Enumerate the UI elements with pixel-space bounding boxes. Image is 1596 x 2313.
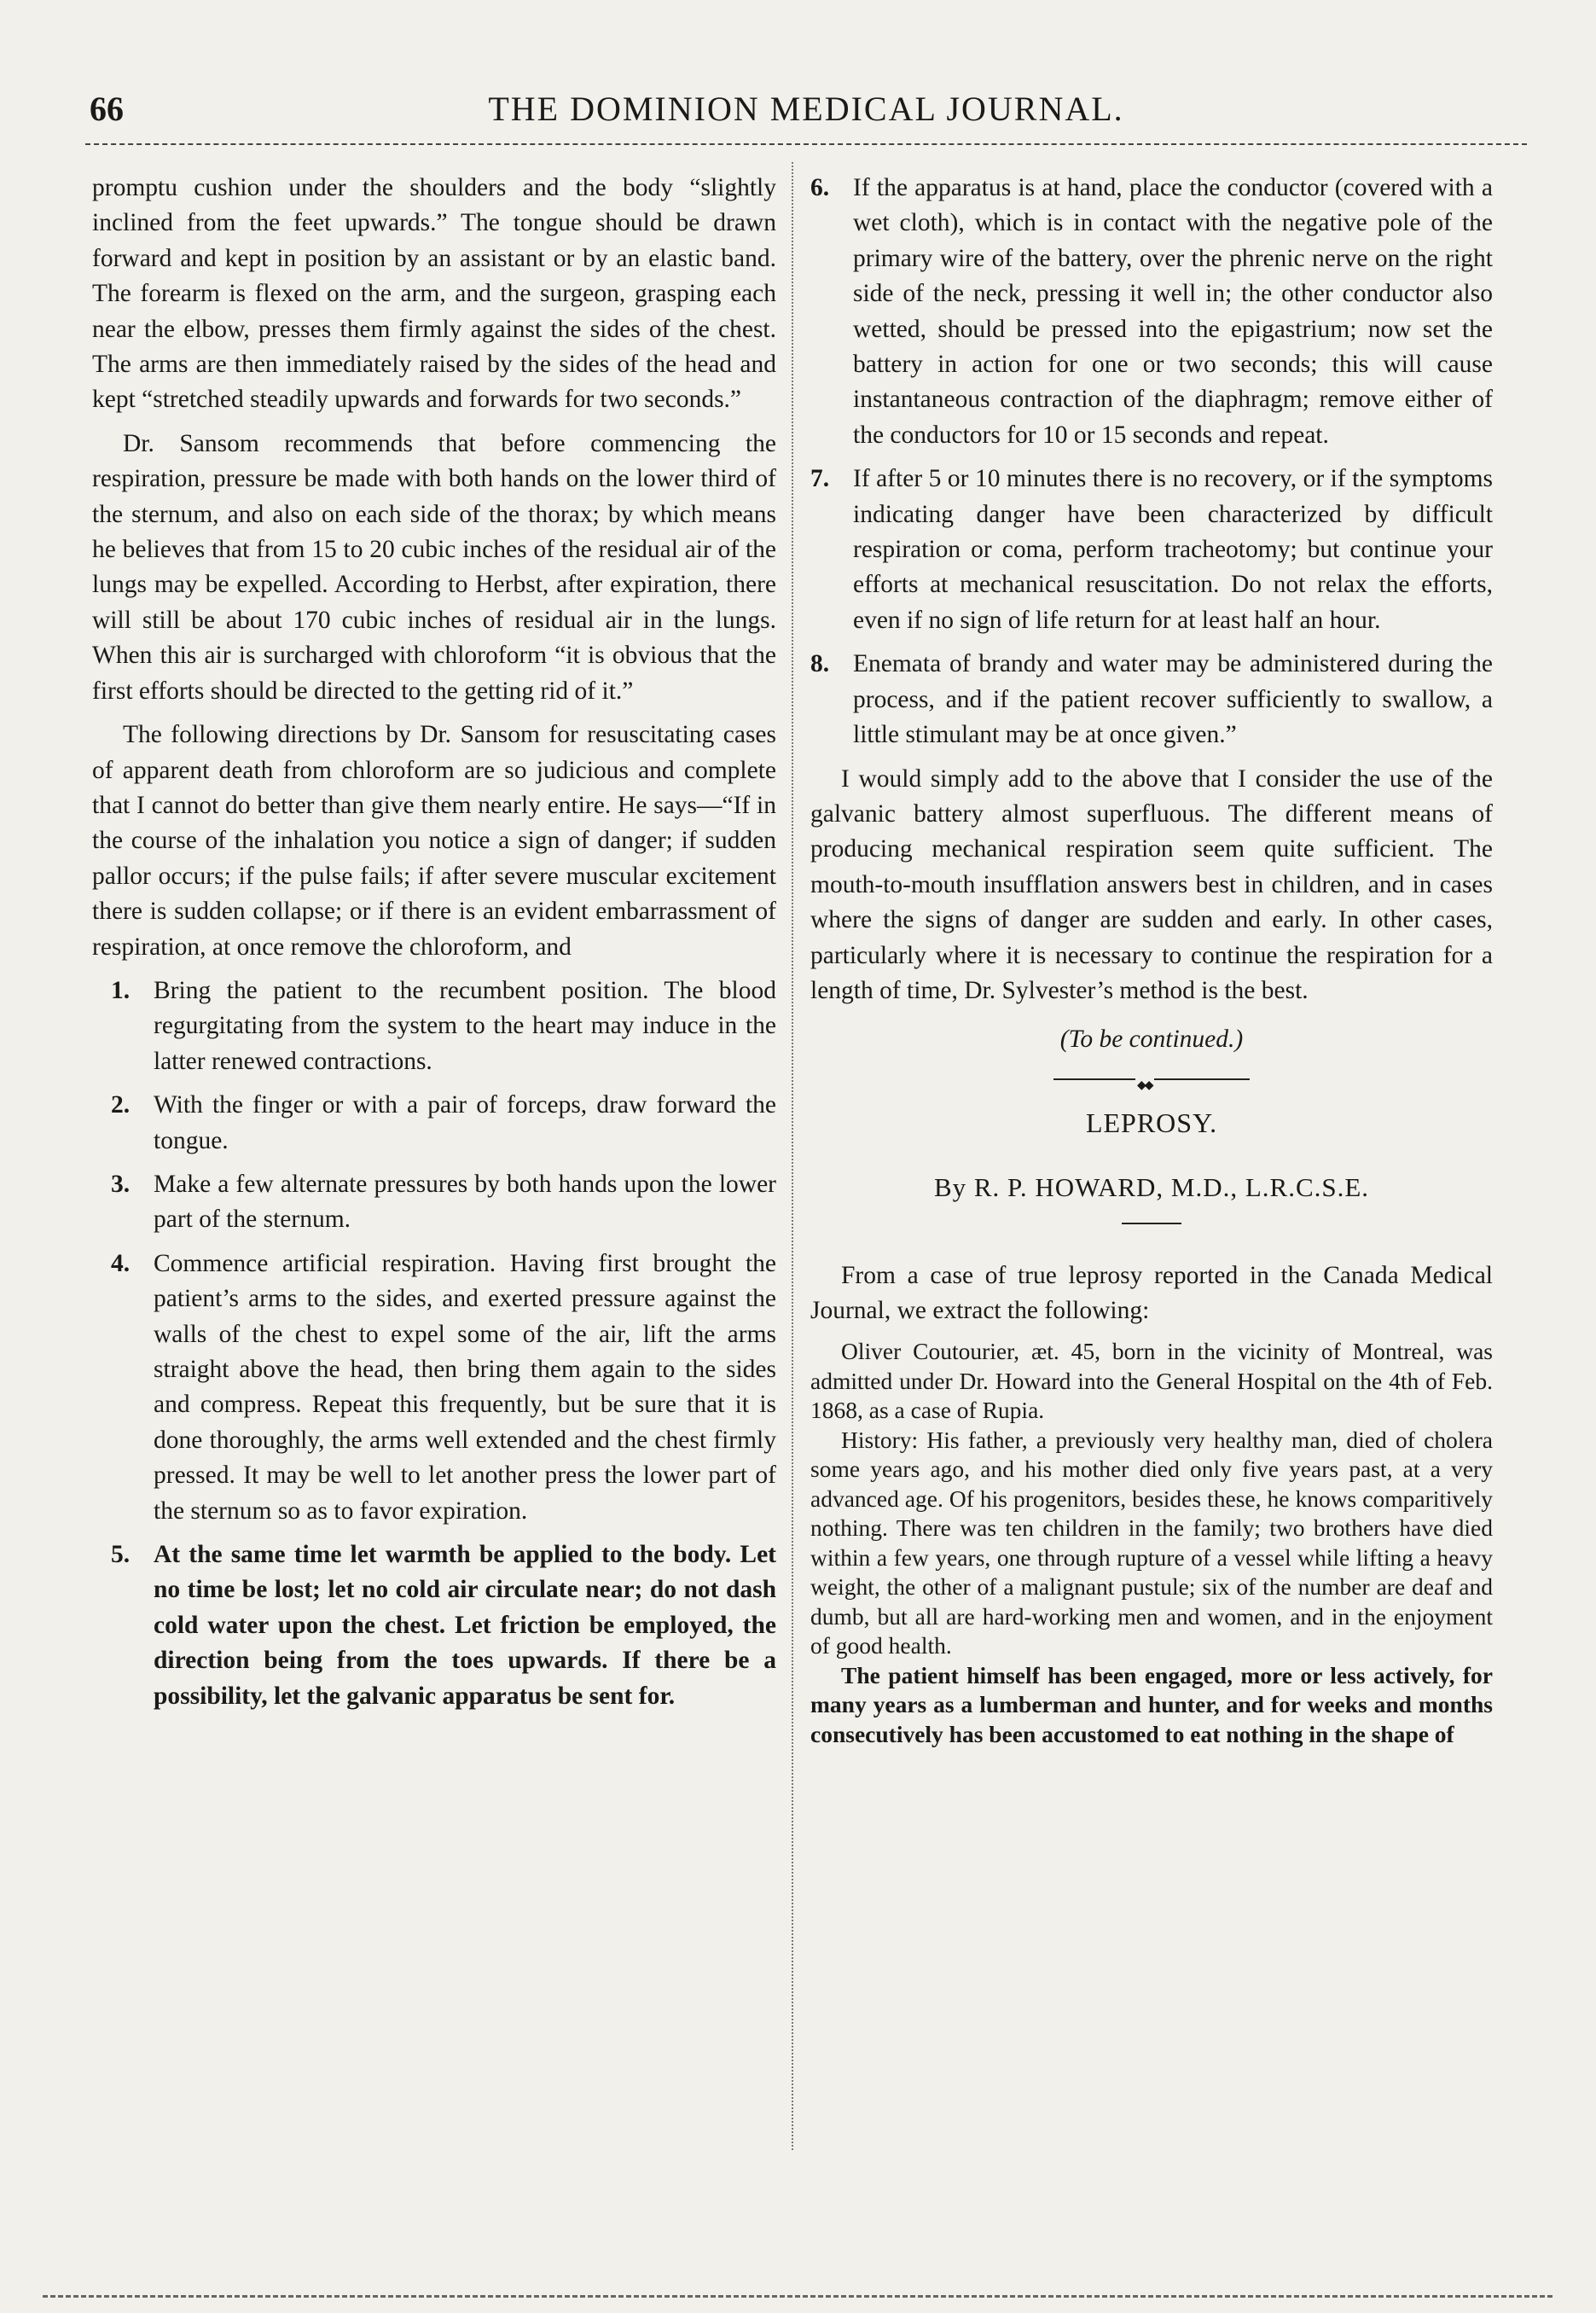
numbered-list <box>810 171 1493 753</box>
page-header <box>85 85 1527 137</box>
ornamental-rule <box>1053 1078 1250 1080</box>
list-item <box>111 1167 776 1238</box>
item-number: 5. <box>111 1541 131 1569</box>
paragraph: promptu cushion under the shoulders and the body “slightly inclined from the feet upwards.” The tongue should be drawn forward and kept in position by an assistant or by an elastic band. The forearm is flexed on the arm, and the surgeon, grasping each near the elbow, presses them firmly against the sides of the chest. The arms are then immediately raised by the sides of the head and kept “stretched steadily upwards and forwards for two seconds.” <box>92 174 776 414</box>
section-title: LEPROSY. <box>1085 1107 1218 1138</box>
list-item <box>111 1247 776 1529</box>
item-text: If the apparatus is at hand, place the conductor (covered with a wet cloth), which is in contact with the negative pole of the primary wire of the battery, over the phrenic nerve on the right side of the neck, pressing it well in; the other conductor also wetted, should be pressed into the epigastrium; now set the battery in action for one or two seconds; this will cause instantaneous contraction of the diaphragm; remove either of the conductors for 10 or 15 seconds and repeat. <box>853 174 1493 449</box>
author-byline: By R. P. HOWARD, M.D., L.R.C.S.E. <box>933 1172 1370 1203</box>
list-item <box>111 1088 776 1159</box>
item-text: Bring the patient to the recumbent position. The blood regurgitating from the system to the heart may induce in the latter renewed contractions. <box>154 976 776 1075</box>
journal-title: THE DOMINION MEDICAL JOURNAL. <box>488 90 1124 128</box>
list-item <box>810 171 1493 453</box>
continued-note: (To be continued.) <box>1059 1026 1244 1054</box>
item-number: 8. <box>810 650 830 678</box>
item-text: If after 5 or 10 minutes there is no recovery, or if the symptoms indicating danger have been characterized by difficult respiration or coma, perform tracheotomy; but continue your efforts at mechanical resuscitation. Do not relax the efforts, even if no sign of life return for at least half an hour. <box>853 465 1493 634</box>
bottom-rule <box>43 2295 1552 2298</box>
item-number: 3. <box>111 1170 131 1198</box>
column-divider <box>792 162 793 2150</box>
paragraph: The following directions by Dr. Sansom for resuscitating cases of apparent death from chloroform are so judicious and complete that I cannot do better than give them nearly entire. He says—“If in the course of the inhalation you notice a sign of danger; if sudden pallor occurs; if the pulse fails; if after severe muscular excitement there is sudden collapse; or if there is an evident embarrassment of respiration, at once remove the chloroform, and <box>92 721 776 961</box>
paragraph: Oliver Coutourier, æt. 45, born in the vicinity of Montreal, was admitted under Dr. Howard into the General Hospital on the 4th of Feb. 1868, as a case of Rupia. <box>810 1338 1493 1424</box>
header-rule <box>85 143 1527 145</box>
paragraph: Dr. Sansom recommends that before commencing the respiration, pressure be made with both hands on the lower third of the sternum, and also on each side of the thorax; by which means he believes that from 15 to 20 cubic inches of the residual air of the lungs may be expelled. According to Herbst, after expiration, there will still be about 170 cubic inches of residual air in the lungs. When this air is surcharged with chloroform “it is obvious that the first efforts should be directed to the getting rid of it.” <box>92 429 776 705</box>
list-item <box>810 647 1493 753</box>
item-text: At the same time let warmth be applied to the body. Let no time be lost; let no cold air circulate near; do not dash cold water upon the chest. Let friction be employed, the direction being from the toes upwards. If there be a possibility, let the galvanic apparatus be sent for. <box>154 1541 776 1710</box>
left-column <box>92 171 776 1714</box>
list-item <box>111 1537 776 1714</box>
item-number: 2. <box>111 1091 131 1119</box>
right-column <box>810 171 1493 1749</box>
item-number: 1. <box>111 976 131 1004</box>
paragraph: I would simply add to the above that I consider the use of the galvanic battery almost superfluous. The different means of producing mechanical respiration seem quite sufficient. The mouth-to-mouth insufflation answers best in children, and in cases where the signs of danger are sudden and early. In other cases, particularly where it is necessary to continue the respiration for a length of time, Dr. Sylvester’s method is the best. <box>810 764 1493 1004</box>
item-number: 4. <box>111 1249 131 1277</box>
page-number: 66 <box>90 90 124 128</box>
paragraph: From a case of true leprosy reported in the Canada Medical Journal, we extract the following: <box>810 1261 1493 1324</box>
list-item <box>810 462 1493 638</box>
numbered-list <box>92 973 776 1714</box>
paragraph: The patient himself has been engaged, more or less actively, for many years as a lumberman and hunter, and for weeks and months consecutively has been accustomed to eat nothing in the shape of <box>810 1661 1493 1747</box>
item-number: 7. <box>810 465 830 493</box>
item-text: With the finger or with a pair of forceps, draw forward the tongue. <box>154 1091 776 1154</box>
item-number: 6. <box>810 174 830 201</box>
item-text: Enemata of brandy and water may be administered during the process, and if the patient recover sufficiently to swallow, a little stimulant may be at once given.” <box>853 650 1493 749</box>
list-item <box>111 973 776 1079</box>
item-text: Commence artificial respiration. Having first brought the patient’s arms to the sides, and exerted pressure against the walls of the chest to expel some of the air, lift the arms straight above the head, then bring them again to the sides and compress. Repeat this frequently, but be sure that it is done thoroughly, the arms well extended and the chest firmly pressed. It may be well to let another press the lower part of the sternum so as to favor expiration. <box>154 1249 776 1525</box>
paragraph: History: His father, a previously very healthy man, died of cholera some years ago, and his mother died only five years past, at a very advanced age. Of his progenitors, besides these, he knows comparitively nothing. There was ten children in the family; two brothers have died within a few years, one through rupture of a vessel while lifting a heavy weight, the other of a malignant pustule; six of the number are deaf and dumb, but all are hard-working men and women, and in the enjoyment of good health. <box>810 1426 1493 1659</box>
item-text: Make a few alternate pressures by both hands upon the lower part of the sternum. <box>154 1170 776 1234</box>
